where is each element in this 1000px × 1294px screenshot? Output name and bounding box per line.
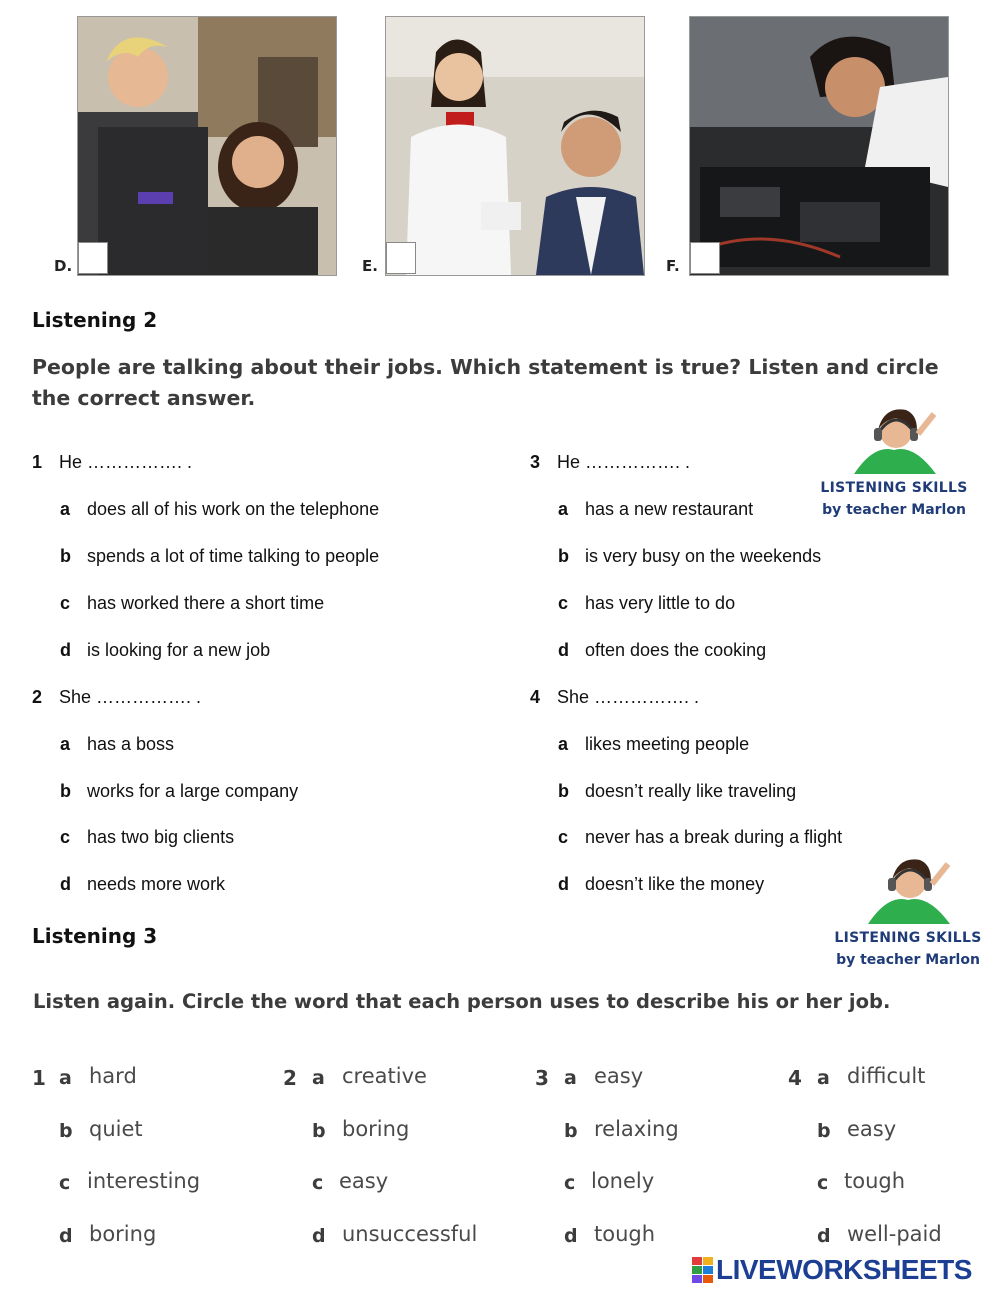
option-2d[interactable] <box>60 874 225 895</box>
listening-3-instruction: Listen again. Circle the word that each person uses to describe his or her job. <box>33 990 891 1013</box>
flight-attendant-photo <box>385 16 645 276</box>
option-letter: c <box>558 827 569 847</box>
group-number: 3 <box>535 1066 549 1090</box>
option-text: spends a lot of time talking to people <box>87 546 380 566</box>
word-option-3a[interactable]: easy <box>594 1064 644 1088</box>
option-4a[interactable] <box>558 734 749 755</box>
option-text: likes meeting people <box>585 734 750 754</box>
headphones-girl-icon <box>858 854 958 928</box>
word-option-4b[interactable]: easy <box>847 1117 897 1141</box>
hairdresser-photo-icon <box>78 17 336 275</box>
answer-box-e[interactable] <box>386 242 416 274</box>
option-text: is looking for a new job <box>87 640 271 660</box>
photo-label-d: D. <box>54 257 73 275</box>
option-4c[interactable] <box>558 827 842 848</box>
word-option-4d[interactable]: well-paid <box>847 1222 942 1246</box>
option-letter: b <box>558 546 569 566</box>
question-4 <box>530 687 699 708</box>
word-letter: d <box>817 1225 831 1247</box>
option-2c[interactable] <box>60 827 234 848</box>
word-option-1d[interactable]: boring <box>89 1222 157 1246</box>
option-letter: b <box>60 546 71 566</box>
option-letter: b <box>558 781 569 801</box>
option-text: has very little to do <box>585 593 736 613</box>
question-stem: She ……………. . <box>557 687 700 707</box>
word-option-1b[interactable]: quiet <box>89 1117 143 1141</box>
listening-2-heading: Listening 2 <box>32 308 158 332</box>
listening-3-heading: Listening 3 <box>32 924 158 948</box>
option-letter: c <box>60 827 71 847</box>
word-option-2a[interactable]: creative <box>342 1064 427 1088</box>
word-option-3b[interactable]: relaxing <box>594 1117 679 1141</box>
question-3 <box>530 452 690 473</box>
photo-label-e: E. <box>362 257 378 275</box>
question-number: 1 <box>32 452 43 472</box>
word-option-4a[interactable]: difficult <box>847 1064 926 1088</box>
word-option-3d[interactable]: tough <box>594 1222 656 1246</box>
option-letter: c <box>558 593 569 613</box>
option-1c[interactable] <box>60 593 324 614</box>
question-1 <box>32 452 192 473</box>
option-text: has a boss <box>87 734 175 754</box>
option-letter: c <box>60 593 71 613</box>
option-4d[interactable] <box>558 874 764 895</box>
word-letter: d <box>59 1225 73 1247</box>
option-1a[interactable] <box>60 499 379 520</box>
option-3c[interactable] <box>558 593 735 614</box>
word-letter: b <box>312 1120 326 1142</box>
group-number: 2 <box>283 1066 297 1090</box>
flight-attendant-photo-icon <box>386 17 644 275</box>
mechanic-photo-icon <box>690 17 948 275</box>
option-text: has a new restaurant <box>585 499 754 519</box>
option-3b[interactable] <box>558 546 821 567</box>
option-text: does all of his work on the telephone <box>87 499 380 519</box>
option-text: doesn’t like the money <box>585 874 765 894</box>
option-2b[interactable] <box>60 781 298 802</box>
question-stem: He ……………. . <box>557 452 691 472</box>
option-1d[interactable] <box>60 640 270 661</box>
badge-subtitle: by teacher Marlon <box>836 952 980 968</box>
photo-label-f: F. <box>666 257 680 275</box>
badge-subtitle: by teacher Marlon <box>822 502 966 518</box>
liveworksheets-logo-text: LIVEWORKSHEETS <box>716 1254 972 1285</box>
option-text: never has a break during a flight <box>585 827 843 847</box>
option-letter: d <box>558 640 569 660</box>
option-text: has two big clients <box>87 827 235 847</box>
word-letter: a <box>312 1067 325 1089</box>
option-text: works for a large company <box>87 781 299 801</box>
word-letter: a <box>59 1067 72 1089</box>
option-letter: d <box>558 874 569 894</box>
question-number: 2 <box>32 687 43 707</box>
word-option-3c[interactable]: lonely <box>591 1169 655 1193</box>
option-text: often does the cooking <box>585 640 767 660</box>
word-letter: a <box>564 1067 577 1089</box>
answer-box-f[interactable] <box>690 242 720 274</box>
word-letter: c <box>817 1172 829 1194</box>
word-letter: c <box>564 1172 576 1194</box>
word-letter: c <box>59 1172 71 1194</box>
word-option-2c[interactable]: easy <box>339 1169 389 1193</box>
question-stem: She ……………. . <box>59 687 202 707</box>
word-option-1a[interactable]: hard <box>89 1064 137 1088</box>
liveworksheets-logo-icon <box>692 1257 714 1283</box>
mechanic-photo <box>689 16 949 276</box>
word-option-2b[interactable]: boring <box>342 1117 410 1141</box>
badge-title: LISTENING SKILLS <box>834 930 982 946</box>
group-number: 4 <box>788 1066 802 1090</box>
word-letter: a <box>817 1067 830 1089</box>
word-letter: b <box>817 1120 831 1142</box>
word-letter: b <box>59 1120 73 1142</box>
option-1b[interactable] <box>60 546 379 567</box>
option-letter: b <box>60 781 71 801</box>
option-letter: d <box>60 874 71 894</box>
option-3a[interactable] <box>558 499 753 520</box>
word-letter: d <box>564 1225 578 1247</box>
headphones-girl-icon <box>844 404 944 478</box>
option-letter: a <box>60 734 71 754</box>
word-option-4c[interactable]: tough <box>844 1169 906 1193</box>
group-number: 1 <box>32 1066 46 1090</box>
word-letter: c <box>312 1172 324 1194</box>
option-2a[interactable] <box>60 734 174 755</box>
question-number: 3 <box>530 452 541 472</box>
listening-skills-badge <box>804 404 984 524</box>
option-text: needs more work <box>87 874 226 894</box>
word-option-2d[interactable]: unsuccessful <box>342 1222 478 1246</box>
question-stem: He ……………. . <box>59 452 193 472</box>
option-3d[interactable] <box>558 640 766 661</box>
question-number: 4 <box>530 687 541 707</box>
option-letter: a <box>558 734 569 754</box>
listening-2-instruction: People are talking about their jobs. Which statement is true? Listen and circle the correct answer. <box>32 355 939 410</box>
option-letter: a <box>60 499 71 519</box>
hairdresser-photo <box>77 16 337 276</box>
word-letter: d <box>312 1225 326 1247</box>
listening-skills-badge <box>818 854 998 974</box>
badge-title: LISTENING SKILLS <box>820 480 968 496</box>
option-letter: a <box>558 499 569 519</box>
word-option-1c[interactable]: interesting <box>87 1169 201 1193</box>
option-text: has worked there a short time <box>87 593 325 613</box>
option-text: doesn’t really like traveling <box>585 781 797 801</box>
word-letter: b <box>564 1120 578 1142</box>
question-2 <box>32 687 201 708</box>
option-letter: d <box>60 640 71 660</box>
option-4b[interactable] <box>558 781 796 802</box>
option-text: is very busy on the weekends <box>585 546 822 566</box>
answer-box-d[interactable] <box>78 242 108 274</box>
